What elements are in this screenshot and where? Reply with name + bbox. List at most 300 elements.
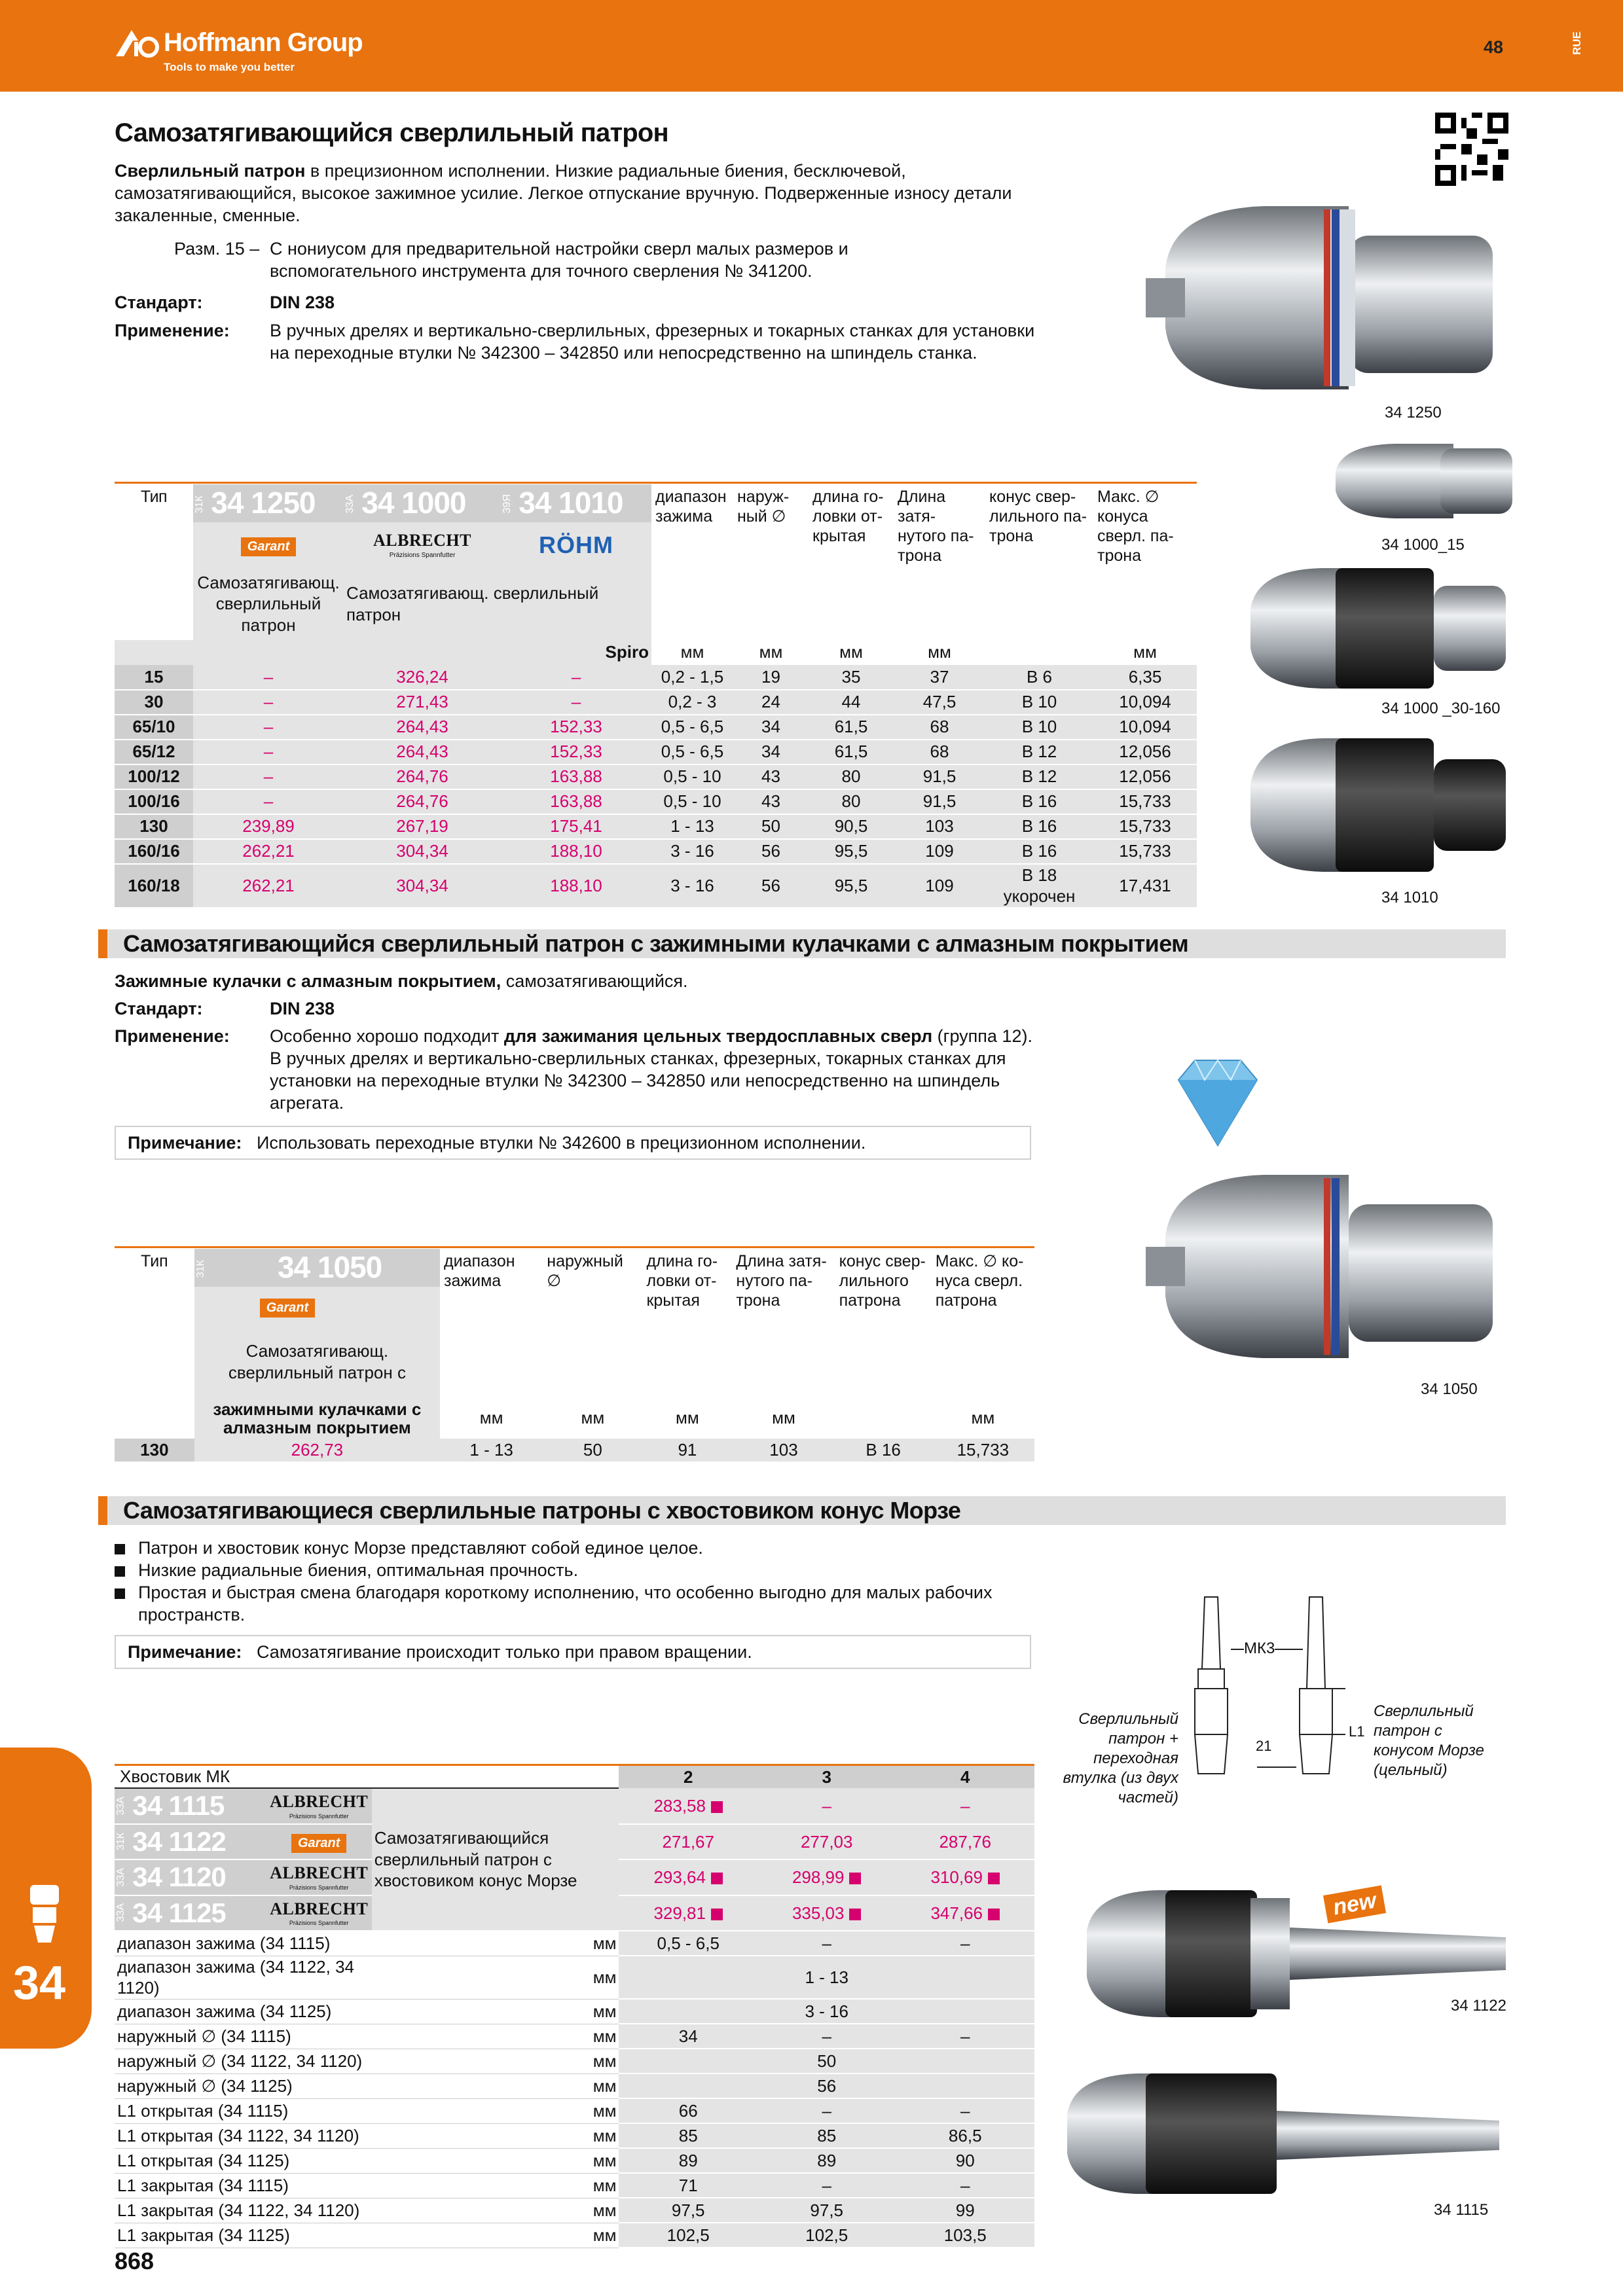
spec-cell: 109 [894,839,985,864]
unit: мм [479,1408,503,1428]
morse-taper-diagram [1192,1590,1349,1826]
spec-value: – [757,2098,896,2123]
spec-cell: B 18 укорочен [985,864,1093,908]
spec-cell: 15,733 [1093,789,1197,814]
price-cell: 271,43 [344,690,501,715]
hoffmann-logo-icon [115,27,166,58]
mk2-head: 2 [619,1766,757,1788]
spec-cell: 56 [733,864,809,908]
spec-cell: 6,35 [1093,665,1197,690]
stock-marker-icon [849,1909,861,1920]
spec-unit: мм [372,2024,619,2049]
caption-341122: 34 1122 [1451,1997,1506,2015]
bullet-item: Низкие радиальные биения, оптимальная прочность. [115,1559,1044,1581]
brand-rohm: RÖHM [501,522,651,568]
spec-cell: 0,2 - 1,5 [651,665,733,690]
price-cell: 347,66 [896,1895,1034,1931]
price-cell: – [501,665,651,690]
price-cell: 188,10 [501,864,651,908]
application-text: В ручных дрелях и вертикально-сверлильных, фрезерных и токарных станках для установки на переходные втулки № 342300 – 342850 или непосредственно на шпиндель станка. [270,321,1035,363]
spec-unit: мм [372,2098,619,2123]
price-cell: 262,21 [193,839,344,864]
price-cell: – [193,740,344,764]
mk3-label: МК3 [1244,1640,1275,1657]
row-type: 65/10 [115,715,193,740]
diagram-right-caption: Сверлильный патрон с конусом Морзе (цельный) [1374,1702,1485,1779]
price-cell: 326,24 [344,665,501,690]
spec-name: L1 открытая (34 1125) [115,2148,372,2173]
price-cell: – [193,764,344,789]
spec-cell: 15,733 [1093,839,1197,864]
note2 [115,1126,1031,1160]
price-cell: 152,33 [501,715,651,740]
diagram-left-caption: Сверлильный патрон + переходная втулка (из двух частей) [1063,1710,1178,1806]
head-range: диапазон зажима [655,488,727,526]
page-number: 868 [115,2248,155,2274]
note-label: Примечание: [128,1642,242,1662]
table2-top-rule [115,1246,1034,1248]
spec-value: 90 [896,2148,1034,2173]
section2-title: Самозатягивающийся сверлильный патрон с зажимными кулачками с алмазным покрытием [98,929,1506,958]
unit [835,1398,932,1439]
spec-value: 0,5 - 6,5 [619,1931,757,1956]
spec-cell: 10,094 [1093,690,1197,715]
mk4-head: 4 [896,1766,1034,1788]
spec-row [115,2024,1034,2049]
spec-value: 85 [619,2123,757,2148]
spec-name: L1 открытая (34 1122, 34 1120) [115,2123,372,2148]
mk3-head: 3 [757,1766,896,1788]
spec-value: 97,5 [619,2198,757,2223]
table3 [115,1766,1034,2248]
spec-cell: B 12 [985,740,1093,764]
qr-code-icon [1435,113,1508,186]
art-341000-head: 33А 34 1000 [344,484,501,522]
price-cell: 175,41 [501,814,651,839]
standard-value: DIN 238 [270,293,335,312]
unit: мм [839,642,863,662]
chuck-341250-image [1133,196,1512,406]
price-cell: 267,19 [344,814,501,839]
spec-cell: 12,056 [1093,764,1197,789]
spec-cell: 44 [809,690,894,715]
price-cell: 287,76 [896,1824,1034,1860]
spec-name: диапазон зажима (34 1125) [115,1999,372,2024]
art-341250-head: 31К 34 1250 [193,484,344,522]
art-341010-head: 39Я 34 1010 [501,484,651,522]
price-cell: 264,43 [344,715,501,740]
intro-bold: Сверлильный патрон [115,161,306,181]
desc1: Самозатягивающ. сверлильный патрон с [194,1326,440,1398]
language-code: RUE [1571,31,1583,55]
chuck-341000-15-image [1322,439,1519,524]
section3-title: Самозатягивающиеся сверлильные патроны с хвостовиком конус Морзе [98,1496,1506,1525]
spec-cell: 37 [894,665,985,690]
spec-cell: 10,094 [1093,715,1197,740]
spec-cell: 91,5 [894,789,985,814]
spec-cell: 24 [733,690,809,715]
spec-value: – [896,2173,1034,2198]
chapter-number: 34 [13,1957,66,2009]
table-row [115,789,1197,814]
price-cell: 163,88 [501,789,651,814]
spec-value: 86,5 [896,2123,1034,2148]
spec-cell: B 16 [985,839,1093,864]
spec-cell: 0,2 - 3 [651,690,733,715]
head-outer-d: наруж-ный ∅ [737,488,790,526]
head-range: диапазон зажима [444,1252,515,1290]
unit: мм [759,642,783,662]
spec-unit: мм [372,2173,619,2198]
spec-unit: мм [372,2123,619,2148]
stock-marker-icon [988,1909,1000,1920]
diamond-icon [1165,1054,1270,1152]
stock-marker-icon [711,1909,723,1920]
price-cell: – [896,1788,1034,1824]
price-cell: 277,03 [757,1824,896,1860]
spec-cell: 47,5 [894,690,985,715]
shank-header: Хвостовик МК [115,1766,619,1788]
spec-value: – [757,1931,896,1956]
price-cell: 239,89 [193,814,344,839]
row-type: 100/12 [115,764,193,789]
row-type: 30 [115,690,193,715]
spec-value: 99 [896,2198,1034,2223]
row-type: 15 [115,665,193,690]
note3 [115,1635,1031,1669]
price-cell: – [193,789,344,814]
brand-garant: Garant [193,522,344,568]
spec-cell: 19 [733,665,809,690]
spec-value: 102,5 [619,2223,757,2248]
note-label: Примечание: [128,1133,242,1153]
spec-row [115,2223,1034,2248]
spec-name: L1 открытая (34 1115) [115,2098,372,2123]
unit: мм [680,642,704,662]
section-page-number: 48 [1484,37,1504,57]
brand-albrecht: ALBRECHT Präzisions Spannfutter [344,522,501,568]
head-closed-length: Длина затя-нутого па-трона [898,488,974,565]
price-cell: 188,10 [501,839,651,864]
spec-cell: 0,5 - 6,5 [651,715,733,740]
art-341050-head: 31К 34 1050 [194,1249,440,1287]
spec-row [115,2173,1034,2198]
note-text: Использовать переходные втулки № 342600 в прецизионном исполнении. [256,1133,866,1153]
spec-value: 85 [757,2123,896,2148]
shank-desc: Самозатягивающийся сверлильный патрон с хвостовиком конус Морзе [372,1788,619,1931]
chuck-tab-icon [25,1885,64,1944]
table1 [115,484,1197,908]
table-row: 130 262,73 1 - 13 50 91 103 B 16 15,733 [115,1439,1034,1462]
dim-21-label: 21 [1256,1738,1272,1754]
spec-cell: 43 [733,764,809,789]
spec-row [115,2049,1034,2073]
spec-cell: 12,056 [1093,740,1197,764]
brand-cell: Garant [266,1824,372,1860]
spec-cell: B 10 [985,690,1093,715]
spec-unit: мм [372,2049,619,2073]
new-badge: new [1323,1885,1386,1923]
article-cell: 33А 34 1125 [115,1895,266,1931]
l1-label: L1 [1349,1723,1365,1740]
spec-cell: 1 - 13 [651,814,733,839]
spec-cell: 56 [733,839,809,864]
price-cell: 163,88 [501,764,651,789]
price-cell: – [501,690,651,715]
spec-cell: 109 [894,864,985,908]
price-cell: – [193,690,344,715]
price-cell: 264,43 [344,740,501,764]
caption-341115: 34 1115 [1434,2201,1489,2219]
spec-row [115,2073,1034,2098]
spec-unit: мм [372,2223,619,2248]
article-cell: 33А 34 1115 [115,1788,266,1824]
price-cell: 152,33 [501,740,651,764]
spec-value: 71 [619,2173,757,2198]
price-cell: 293,64 [619,1859,757,1895]
row-type: 100/16 [115,789,193,814]
spec-name: L1 закрытая (34 1125) [115,2223,372,2248]
desc2: зажимными кулачками с алмазным покрытием [194,1398,440,1439]
standard-label: Стандарт: [115,293,203,312]
standard2-value: DIN 238 [270,999,335,1018]
size-note: С нониусом для предварительной настройки сверл малых размеров и вспомогательного инструмента для точного сверления № 341200. [270,239,848,281]
table-row [115,764,1197,789]
typ-header: Тип [141,1252,168,1270]
standard2-label: Стандарт: [115,999,203,1018]
unit: мм [772,1408,795,1428]
caption-341250: 34 1250 [1385,404,1442,422]
spec-cell: 0,5 - 10 [651,789,733,814]
spec-value: – [757,2024,896,2049]
spec-cell: 80 [809,789,894,814]
price-cell: 283,58 [619,1788,757,1824]
unit: мм [1133,642,1157,662]
spec-cell: 17,431 [1093,864,1197,908]
spec-name: L1 закрытая (34 1122, 34 1120) [115,2198,372,2223]
desc-341000: Самозатягивающ. сверлильный патрон [344,568,651,640]
spec-cell: 90,5 [809,814,894,839]
spec-unit: мм [372,1931,619,1956]
chuck-341115-image [1054,2068,1512,2199]
head-open-length: длина го-ловки от-крытая [646,1252,718,1310]
unit: мм [581,1408,605,1428]
spec-value: 56 [619,2073,1034,2098]
spec-cell: 34 [733,715,809,740]
spec-value: 103,5 [896,2223,1034,2248]
spec-value: 34 [619,2024,757,2049]
price-cell: 304,34 [344,864,501,908]
head-taper: конус свер-лильного па-трона [989,488,1087,545]
spec-value: – [757,2173,896,2198]
bullet-item: Патрон и хвостовик конус Морзе представляют собой единое целое. [115,1537,1044,1559]
chuck-341000-30-160-image [1237,563,1512,694]
spec-cell: 61,5 [809,715,894,740]
spec-value: – [896,2024,1034,2049]
stock-marker-icon [711,1801,723,1813]
spec-name: наружный ∅ (34 1122, 34 1120) [115,2049,372,2073]
chuck-341010-image [1237,733,1512,877]
spec-value: 3 - 16 [619,1999,1034,2024]
spec-name: L1 закрытая (34 1115) [115,2173,372,2198]
section2-intro [115,970,1044,992]
intro-bold: Зажимные кулачки с алмазным покрытием, [115,971,501,991]
unit: мм [928,642,951,662]
spec-row [115,2098,1034,2123]
brand-tagline: Tools to make you better [164,61,295,73]
intro-text: самозатягивающийся. [501,971,688,991]
spec-row [115,1999,1034,2024]
price-cell: 262,21 [193,864,344,908]
spec-cell: B 12 [985,764,1093,789]
spec-value: 89 [757,2148,896,2173]
spec-row [115,2198,1034,2223]
head-closed-length: Длина затя-нутого па-трона [736,1252,827,1310]
price-cell: 335,03 [757,1895,896,1931]
bullet-item: Простая и быстрая смена благодаря короткому исполнению, что особенно выгодно для малых рабочих пространств. [115,1581,1018,1626]
spec-row [115,1931,1034,1956]
brand-name: Hoffmann Group [164,28,363,57]
spec-cell: 43 [733,789,809,814]
chuck-341050-image [1133,1165,1512,1374]
spec-value: 89 [619,2148,757,2173]
price-cell: – [193,715,344,740]
spec-name: диапазон зажима (34 1115) [115,1931,372,1956]
table-row [115,814,1197,839]
table-row [115,665,1197,690]
section1-intro [115,160,1018,226]
spec-cell: 50 [733,814,809,839]
price-cell: 264,76 [344,764,501,789]
spec-cell: 68 [894,740,985,764]
spec-cell: 35 [809,665,894,690]
spec-value: 66 [619,2098,757,2123]
spiro-label: Spiro [501,640,651,665]
spec-cell: B 16 [985,814,1093,839]
size-note-label: Разм. 15 – [174,239,260,259]
spec-cell: 95,5 [809,864,894,908]
spec-cell: 91,5 [894,764,985,789]
spec-cell: B 10 [985,715,1093,740]
spec-cell: 61,5 [809,740,894,764]
price-cell: – [193,665,344,690]
spec-value: 1 - 13 [619,1956,1034,1999]
application2-label: Применение: [115,1026,230,1046]
price-cell: 329,81 [619,1895,757,1931]
spec-cell: 68 [894,715,985,740]
table-row [115,715,1197,740]
spec-row [115,2148,1034,2173]
spec-cell: B 16 [985,789,1093,814]
row-type: 160/18 [115,864,193,908]
intro-text: в прецизионном исполнении. Низкие радиальные биения, бесключевой, самозатягивающийся, высокое зажимное усилие. Легкое отпускание вручную. Подверженные износу детали закаленные, сменные. [115,161,1012,225]
row-type: 160/16 [115,839,193,864]
application-label: Применение: [115,321,230,340]
spec-row [115,1956,1034,1999]
unit: мм [676,1408,699,1428]
spec-name: диапазон зажима (34 1122, 34 1120) [115,1956,372,1999]
price-cell: 310,69 [896,1859,1034,1895]
spec-value: – [896,1931,1034,1956]
table-row [115,864,1197,908]
price-cell: 264,76 [344,789,501,814]
article-cell: 33А 34 1120 [115,1859,266,1895]
caption-341000-30-160: 34 1000 _30-160 [1381,700,1501,717]
brand-cell: ALBRECHT Präzisions Spannfutter [266,1859,372,1895]
desc-341250: Самозатягивающ. сверлильный патрон [193,568,344,640]
spec-cell: 0,5 - 6,5 [651,740,733,764]
brand-garant: Garant [194,1287,440,1326]
application2-text: Особенно хорошо подходит для зажимания цельных твердосплавных сверл (группа 12). В ручных дрелях и вертикально-сверлильных станках, фрезерных, токарных станках для установки на переходные втулки № 342300 – 342850 или непосредственно на шпиндель агрегата. [270,1026,1032,1113]
spec-cell: 0,5 - 10 [651,764,733,789]
caption-341000-15: 34 1000_15 [1381,536,1465,554]
head-open-length: длина го-ловки от-крытая [812,488,884,545]
caption-341010: 34 1010 [1381,889,1438,906]
spec-unit: мм [372,2198,619,2223]
price-cell: 298,99 [757,1859,896,1895]
spec-value: 97,5 [757,2198,896,2223]
table-row [115,1788,1034,1824]
spec-unit: мм [372,2148,619,2173]
note-text: Самозатягивание происходит только при правом вращении. [256,1642,752,1662]
stock-marker-icon [849,1873,861,1884]
price-cell: 304,34 [344,839,501,864]
head-taper: конус свер-лильного патрона [839,1252,926,1310]
spec-cell: 80 [809,764,894,789]
caption-341050: 34 1050 [1421,1380,1478,1398]
unit: мм [971,1408,995,1428]
head-max-taper: Макс. ∅ ко-нуса сверл. патрона [935,1252,1024,1310]
price-cell: 271,67 [619,1824,757,1860]
spec-value: – [896,2098,1034,2123]
spec-cell: 34 [733,740,809,764]
brand-cell: ALBRECHT Präzisions Spannfutter [266,1895,372,1931]
price-cell: – [757,1788,896,1824]
spec-cell: 3 - 16 [651,864,733,908]
unit [985,640,1093,665]
spec-cell: 95,5 [809,839,894,864]
table2 [115,1249,1034,1463]
spec-row [115,2123,1034,2148]
spec-name: наружный ∅ (34 1125) [115,2073,372,2098]
spec-value: 102,5 [757,2223,896,2248]
table-row [115,690,1197,715]
head-outer-d: наружный ∅ [547,1252,623,1290]
head-max-taper: Макс. ∅ конуса сверл. па-трона [1097,488,1174,565]
stock-marker-icon [988,1873,1000,1884]
typ-header: Тип [115,484,193,640]
spec-cell: 103 [894,814,985,839]
spec-name: наружный ∅ (34 1115) [115,2024,372,2049]
spec-unit: мм [372,1956,619,1999]
brand-cell: ALBRECHT Präzisions Spannfutter [266,1788,372,1824]
article-cell: 31К 34 1122 [115,1824,266,1860]
row-type: 65/12 [115,740,193,764]
stock-marker-icon [711,1873,723,1884]
spec-unit: мм [372,1999,619,2024]
bullet-list [115,1537,1044,1626]
table1-top-rule [115,482,1197,484]
spec-cell: 15,733 [1093,814,1197,839]
section1-title: Самозатягивающийся сверлильный патрон [115,118,668,147]
spec-cell: 3 - 16 [651,839,733,864]
spec-cell: B 6 [985,665,1093,690]
row-type: 130 [115,814,193,839]
table-row [115,839,1197,864]
spec-unit: мм [372,2073,619,2098]
spec-value: 50 [619,2049,1034,2073]
table-row [115,740,1197,764]
